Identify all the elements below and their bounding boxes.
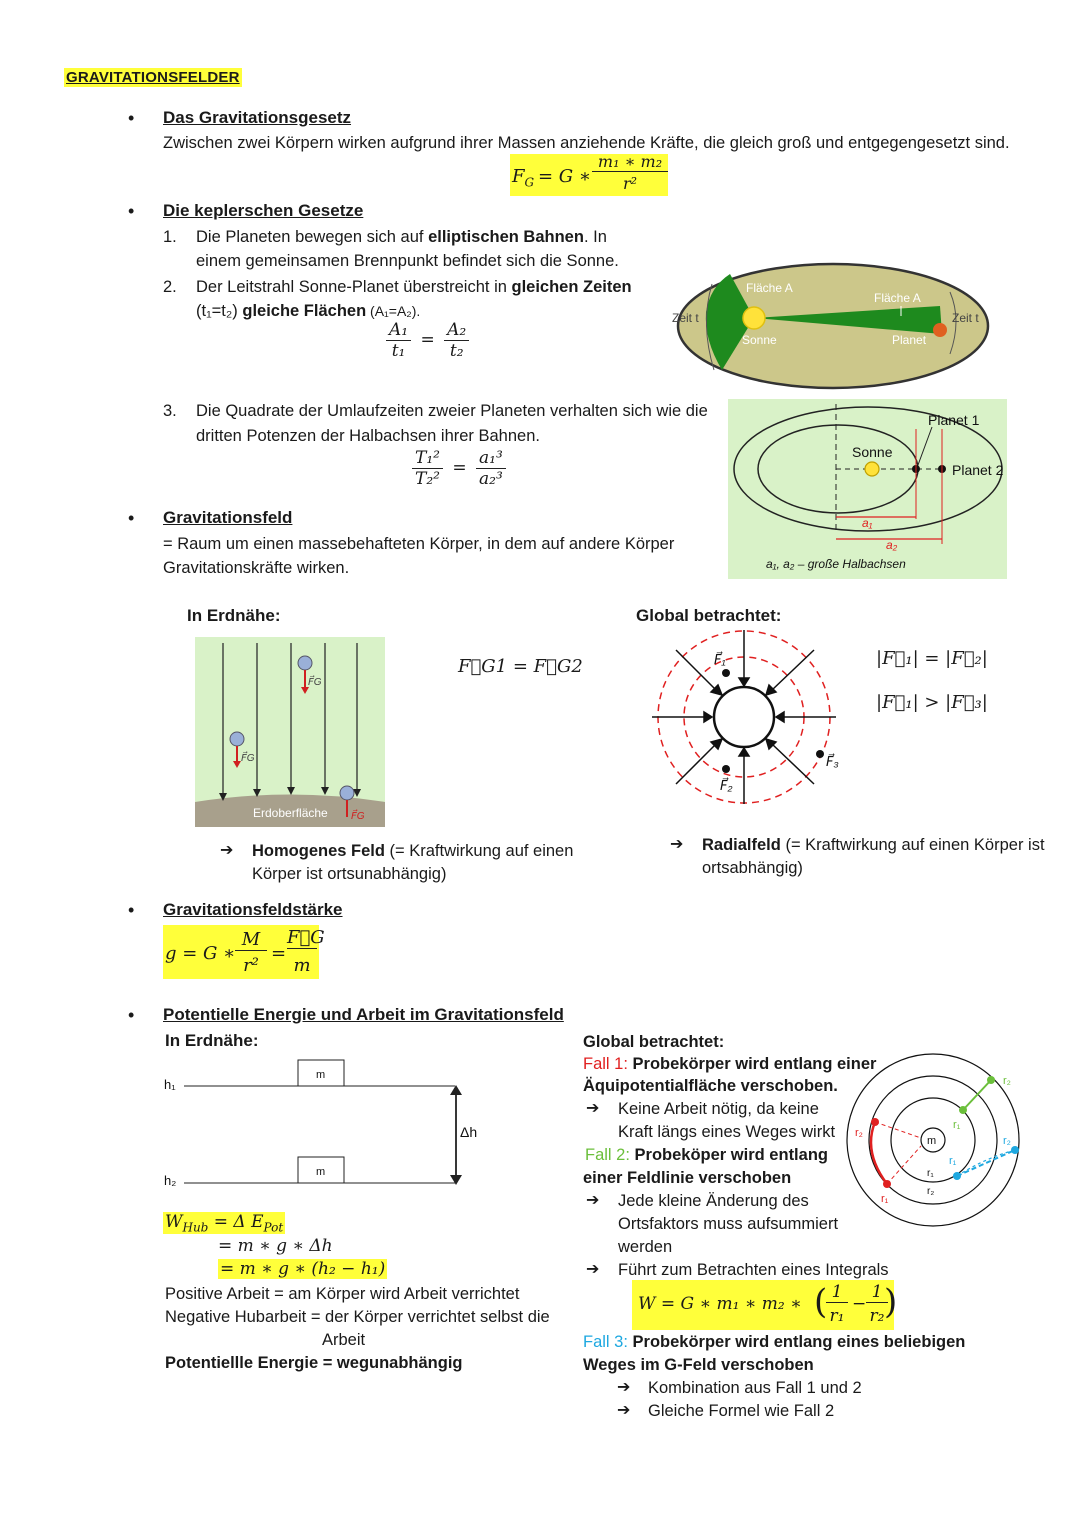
potentielle-energie-note: Potentiellle Energie = wegunabhängig (165, 1354, 463, 1372)
arrow-icon: ➔ (670, 836, 684, 853)
fall1-line: Fall 1: Probekörper wird entlang einer (583, 1055, 877, 1073)
delta-h-label: Δh (460, 1124, 478, 1140)
hub-height-diagram (160, 1055, 490, 1195)
r1-label: r₁ (881, 1193, 889, 1205)
center-mass-label: m (927, 1135, 937, 1147)
sonne-label: Sonne (742, 333, 777, 347)
equipotential-diagram (845, 1052, 1025, 1232)
arrow-icon: ➔ (586, 1261, 600, 1278)
h2-label: h₂ (164, 1173, 177, 1188)
kepler-law-3-cont: dritten Potenzen der Halbachsen ihrer Bahnen. (196, 427, 540, 445)
zeit-label-left: Zeit t (672, 311, 699, 325)
gravitationsfeld-def-cont: Gravitationskräfte wirken. (163, 559, 350, 577)
f2-label: F⃗₂ (720, 778, 733, 793)
formula-fg-equal: F⃗G1 = F⃗G2 (458, 656, 583, 677)
positive-arbeit: Positive Arbeit = am Körper wird Arbeit verrichtet (165, 1285, 520, 1303)
kepler-halbachsen-diagram (728, 399, 1007, 579)
bullet: • (128, 508, 135, 528)
section-head-gravitationsfeld: Gravitationsfeld (163, 508, 293, 527)
flaeche-a-label: Fläche A (746, 281, 793, 295)
erdnaehe-head: In Erdnähe: (187, 606, 281, 625)
fall1-note-cont: Kraft längs eines Weges wirkt (618, 1123, 836, 1141)
a1-label: a₁ (862, 516, 873, 530)
arrow-icon: ➔ (220, 842, 234, 859)
fall3-note: Kombination aus Fall 1 und 2 (648, 1379, 862, 1397)
arrow-icon: ➔ (617, 1379, 631, 1396)
kepler-law-1-cont: einem gemeinsamen Brennpunkt befindet sich die Sonne. (196, 252, 619, 270)
formula-abs-2: |F⃗₁| > |F⃗₃| (876, 692, 988, 713)
formula-whub: $W_{Hub} = \Delta$ $E_{Pot}$ (165, 1212, 284, 1235)
homogenes-feld-cont: Körper ist ortsunabhängig) (252, 865, 447, 883)
fg-label: F⃗G (351, 811, 365, 822)
arrow-icon: ➔ (617, 1402, 631, 1419)
planet2-label: Planet 2 (952, 462, 1004, 478)
gravitationsfeld-def: = Raum um einen massebehafteten Körper, in dem auf andere Körper (163, 535, 675, 553)
radialfeld-cont: ortsabhängig) (702, 859, 803, 877)
formula-area-time: $\frac{\text{A₁}}{\text{t₁}}$ = $\frac{\text{A₂}}{\text{t₂}}$ (386, 320, 469, 361)
kepler-law-2-cont: (t₁=t₂) gleiche Flächen (A₁=A₂). (196, 302, 421, 320)
fall2-note-cont2: werden (618, 1238, 673, 1256)
bullet: • (128, 1005, 135, 1025)
a2-label: a₂ (886, 538, 898, 552)
list-number: 3. (163, 402, 177, 420)
planet1-label: Planet 1 (928, 412, 980, 428)
planet-label: Planet (892, 333, 927, 347)
fall1-line-2: Äquipotentialfläche verschoben. (583, 1077, 838, 1095)
homogeneous-field-diagram (195, 637, 385, 827)
kepler-law-2: Der Leitstrahl Sonne-Planet überstreicht in gleichen Zeiten (196, 278, 632, 296)
r2-label: r₂ (1003, 1135, 1011, 1147)
flaeche-a-label: Fläche A (874, 291, 921, 305)
halbachsen-caption: a₁, a₂ – große Halbachsen (766, 557, 906, 571)
fall2-line-2: einer Feldlinie verschoben (583, 1169, 792, 1187)
erdoberflaeche-label: Erdoberfläche (253, 806, 328, 820)
r1-label: r₁ (927, 1168, 934, 1179)
r2-label: r₂ (855, 1127, 863, 1139)
gravitationsgesetz-text: Zwischen zwei Körpern wirken aufgrund ihrer Massen anziehende Kräfte, die gleich groß und entgegengesetzt sind. (163, 134, 1010, 152)
r1-label: r₁ (949, 1155, 957, 1167)
negative-arbeit: Negative Hubarbeit = der Körper verrichtet selbst die (165, 1308, 550, 1326)
list-number: 2. (163, 278, 177, 296)
fall3-line: Fall 3: Probekörper wird entlang eines beliebigen (583, 1333, 966, 1351)
bullet: • (128, 201, 135, 221)
section-head-gravitationsgesetz: Das Gravitationsgesetz (163, 108, 352, 127)
r2-label: r₂ (1003, 1075, 1011, 1087)
formula-work-global: W = G ∗ m₁ ∗ m₂ ∗ ( 1 r₁ − 1 r₂ ) (632, 1280, 894, 1330)
negative-arbeit-cont: Arbeit (322, 1331, 366, 1349)
zeit-label-right: Zeit t (952, 311, 979, 325)
fall2-line: Fall 2: Probeköper wird entlang (585, 1146, 828, 1164)
fall2-integral: Führt zum Betrachten eines Integrals (618, 1261, 889, 1279)
formula-field-strength: g = G ∗ M r² = F⃗G m (163, 925, 319, 979)
arrow-icon: ➔ (586, 1100, 600, 1117)
fall3-note-2: Gleiche Formel wie Fall 2 (648, 1402, 835, 1420)
h1-label: h₁ (164, 1077, 176, 1092)
fall2-note: Jede kleine Änderung des (618, 1192, 809, 1210)
fg-label: F⃗G (308, 677, 322, 688)
homogenes-feld: Homogenes Feld (= Kraftwirkung auf einen (252, 842, 574, 860)
radialfeld: Radialfeld (= Kraftwirkung auf einen Körper ist (702, 836, 1045, 854)
arrow-icon: ➔ (586, 1192, 600, 1209)
formula-whub-2: = m ∗ g ∗ Δh (218, 1236, 333, 1256)
fall3-line-2: Weges im G-Feld verschoben (583, 1356, 814, 1374)
bullet: • (128, 108, 135, 128)
global-head: Global betrachtet: (636, 606, 782, 625)
kepler-law-1: Die Planeten bewegen sich auf elliptischen Bahnen. In (196, 228, 607, 246)
list-number: 1. (163, 228, 177, 246)
global-head-2: Global betrachtet: (583, 1033, 725, 1051)
formula-kepler-3: $\frac{\text{T₁²}}{\text{T₂²}}$ = $\frac{\text{a₁³}}{\text{a₂³}}$ (412, 448, 506, 489)
section-head-energie: Potentielle Energie und Arbeit im Gravitationsfeld (163, 1005, 564, 1024)
mass-label: m (316, 1069, 326, 1081)
section-head-feldstaerke: Gravitationsfeldstärke (163, 900, 343, 919)
formula-whub-3: = m ∗ g ∗ (h₂ − h₁) (220, 1259, 386, 1279)
kepler-law-3: Die Quadrate der Umlaufzeiten zweier Planeten verhalten sich wie die (196, 402, 708, 420)
page-title: GRAVITATIONSFELDER (66, 69, 240, 86)
r1-label: r₁ (953, 1119, 961, 1131)
fall2-note-cont: Ortsfaktors muss aufsummiert (618, 1215, 839, 1233)
formula-gravitational-force: $F_G$ = G ∗ m₁ ∗ m₂ r² (510, 154, 668, 196)
f1-label: F⃗₁ (714, 652, 726, 667)
formula-abs-1: |F⃗₁| = |F⃗₂| (876, 648, 988, 669)
kepler-area-diagram (670, 262, 990, 394)
erdnaehe-head-2: In Erdnähe: (165, 1031, 259, 1050)
fall1-note: Keine Arbeit nötig, da keine (618, 1100, 819, 1118)
radial-field-diagram (640, 630, 850, 810)
bullet: • (128, 900, 135, 920)
r2-label: r₂ (927, 1186, 935, 1197)
section-head-kepler: Die keplerschen Gesetze (163, 201, 364, 220)
sonne-label: Sonne (852, 444, 893, 460)
fg-label: F⃗G (241, 753, 255, 764)
mass-label: m (316, 1166, 326, 1178)
f3-label: F⃗₃ (826, 754, 839, 769)
